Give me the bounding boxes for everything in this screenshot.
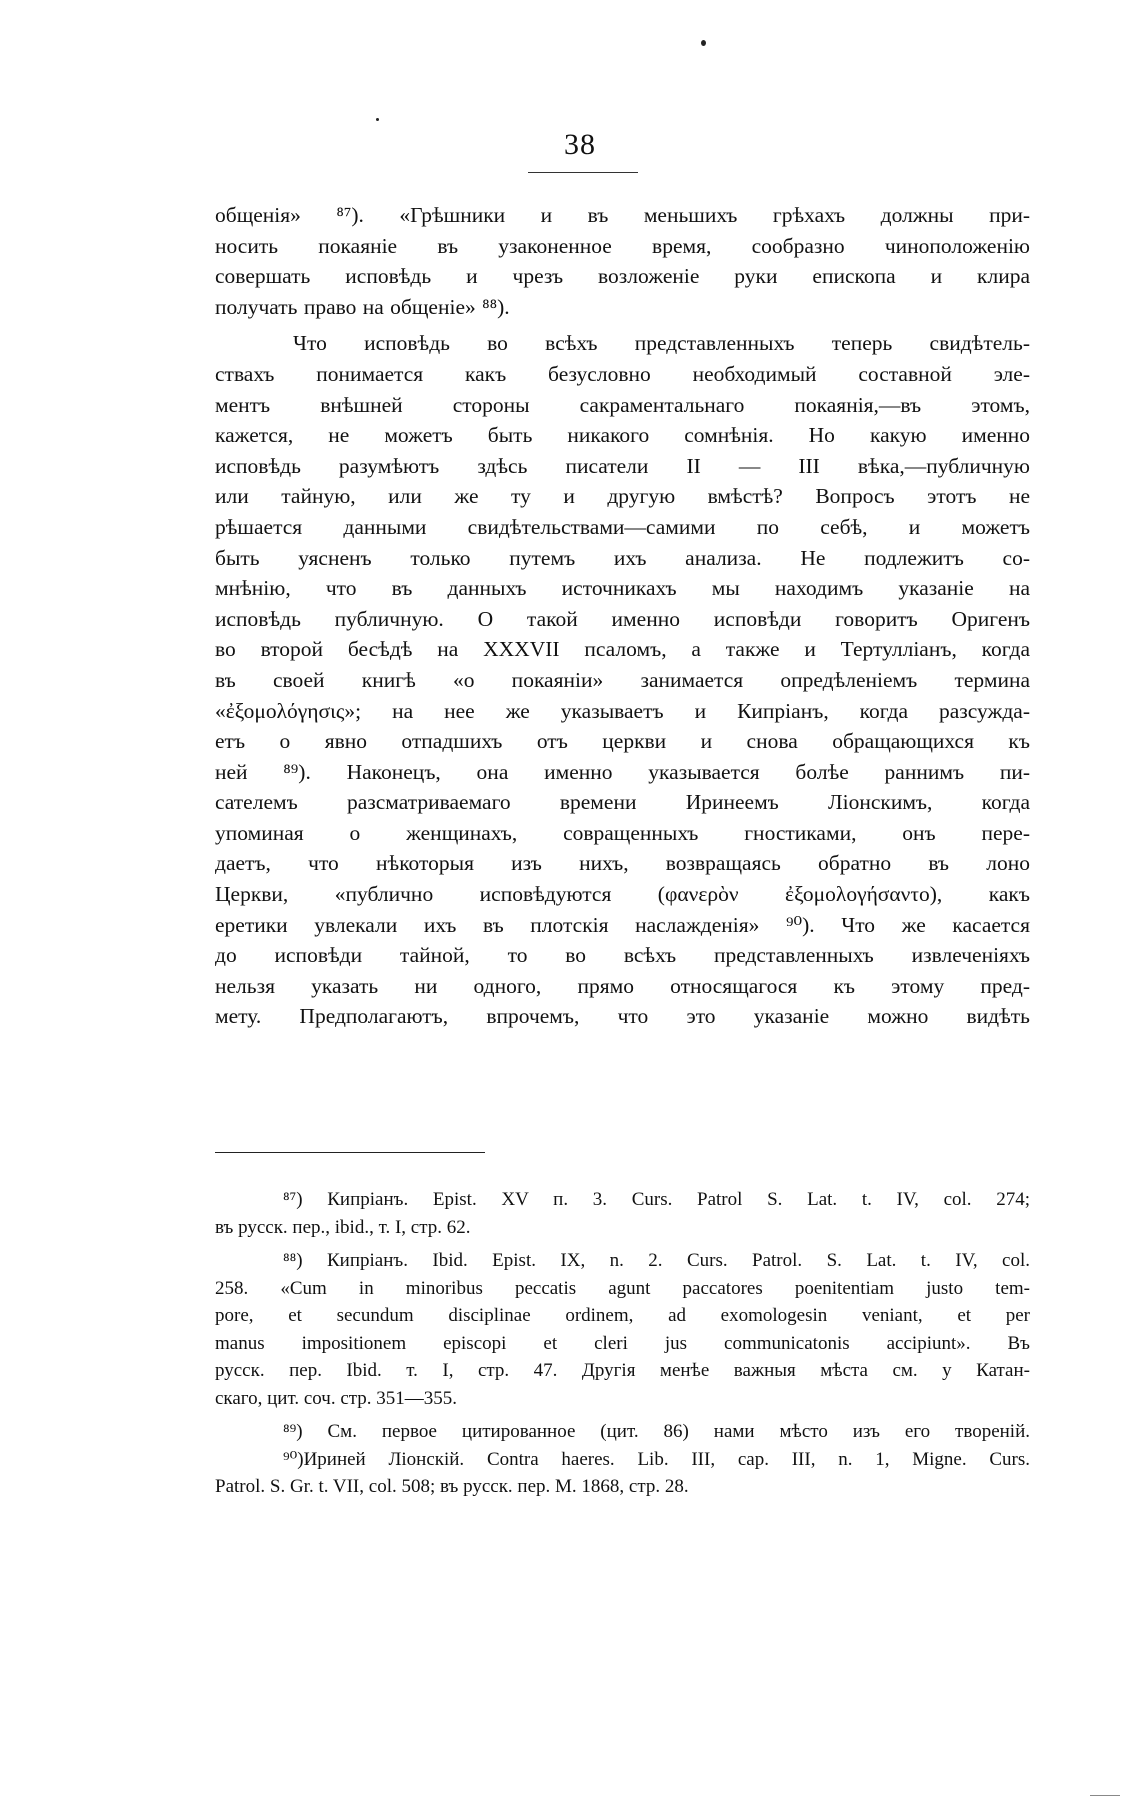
ink-speck: [701, 40, 706, 46]
text-line: нельзя указать ни одного, прямо относящагося къ этому пред-: [215, 973, 1030, 998]
text-line: получать право на общеніе» ⁸⁸).: [215, 294, 510, 319]
footnote-line: ⁸⁷) Кипріанъ. Epist. XV п. 3. Curs. Patrol S. Lat. t. IV, col. 274;: [283, 1189, 1030, 1210]
footnote-line: ⁸⁸) Кипріанъ. Ibid. Epist. IX, n. 2. Curs. Patrol. S. Lat. t. IV, col.: [283, 1250, 1030, 1271]
text-line: «ἐξομολόγησις»; на нее же указываетъ и Кипріанъ, когда разсужда-: [215, 698, 1030, 723]
text-line: ментъ внѣшней стороны сакраментальнаго покаянія,—въ этомъ,: [215, 392, 1030, 417]
footnote-line: pore, et secundum disciplinae ordinem, ad exomologesin veniant, et per: [215, 1305, 1030, 1326]
footnotes: [215, 1186, 1030, 1501]
text-line: носить покаяніе въ узаконенное время, сообразно чиноположенію: [215, 233, 1030, 258]
text-line: кажется, не можетъ быть никакого сомнѣнія. Но какую именно: [215, 423, 1030, 448]
main-text: [215, 200, 1030, 1032]
text-line: до исповѣди тайной, то во всѣхъ представленныхъ извлеченіяхъ: [215, 943, 1030, 968]
ink-speck: [376, 118, 379, 121]
text-line: мнѣнію, что въ данныхъ источникахъ мы находимъ указаніе на: [215, 576, 1030, 601]
text-line: даетъ, что нѣкоторыя изъ нихъ, возвращаясь обратно въ лоно: [215, 851, 1030, 876]
footnote-line: Patrol. S. Gr. t. VII, col. 508; въ русск. пер. М. 1868, стр. 28.: [215, 1476, 689, 1497]
footnote-line: ⁸⁹) См. первое цитированное (цит. 86) нами мѣсто изъ его твореній.: [283, 1421, 1030, 1442]
text-line: исповѣдь разумѣютъ здѣсь писатели II — III вѣка,—публичную: [215, 453, 1030, 478]
page-number: 38: [564, 128, 596, 161]
footnote-line: скаго, цит. соч. стр. 351—355.: [215, 1387, 458, 1409]
footnote-line: ⁹⁰)Ириней Ліонскій. Contra haeres. Lib. III, cap. III, n. 1, Migne. Curs.: [283, 1448, 1030, 1470]
text-line: упоминая о женщинахъ, совращенныхъ гностиками, онъ пере-: [215, 820, 1030, 845]
page-number-rule: [528, 172, 638, 173]
text-line: исповѣдь публичную. О такой именно исповѣди говоритъ Оригенъ: [215, 606, 1030, 631]
text-line: совершать исповѣдь и чрезъ возложеніе руки епископа и клира: [215, 264, 1030, 289]
text-line: ней ⁸⁹). Наконецъ, она именно указывается болѣе раннимъ пи-: [215, 759, 1030, 784]
text-line: етъ о явно отпадшихъ отъ церкви и снова обращающихся къ: [215, 729, 1030, 754]
footnote-line: 258. «Cum in minoribus peccatis agunt paccatores poenitentiam justo tem-: [215, 1277, 1030, 1299]
text-line: Церкви, «публично исповѣдуются (φανερὸν ἐξομολογήσαντο), какъ: [215, 882, 1030, 907]
text-line: Что исповѣдь во всѣхъ представленныхъ теперь свидѣтель-: [293, 331, 1030, 356]
footnote-rule: [215, 1152, 485, 1153]
footnote-line: manus impositionem episcopi et cleri jus communicatonis accipiunt». Въ: [215, 1332, 1030, 1354]
text-line: во второй бесѣдѣ на XXXVII псаломъ, а также и Тертулліанъ, когда: [215, 637, 1030, 662]
text-line: мету. Предполагаютъ, впрочемъ, что это указаніе можно видѣть: [215, 1004, 1030, 1029]
footnote-line: въ русск. пер., ibid., т. I, стр. 62.: [215, 1216, 471, 1238]
text-line: ствахъ понимается какъ безусловно необходимый составной эле-: [215, 361, 1030, 386]
text-line: общенія» ⁸⁷). «Грѣшники и въ меньшихъ грѣхахъ должны при-: [215, 203, 1030, 227]
footnote-line: русск. пер. Ibid. т. I, стр. 47. Другія менѣе важныя мѣста см. у Катан-: [215, 1360, 1030, 1381]
text-line: еретики увлекали ихъ въ плотскія наслажденія» ⁹⁰). Что же касается: [215, 912, 1030, 937]
text-line: или тайную, или же ту и другую вмѣстѣ? Вопросъ этотъ не: [215, 484, 1030, 509]
text-line: въ своей книгѣ «о покаяніи» занимается опредѣленіемъ термина: [215, 667, 1030, 692]
text-line: рѣшается данными свидѣтельствами—самими по себѣ, и можетъ: [215, 514, 1030, 539]
text-line: сателемъ разсматриваемаго времени Иринеемъ Ліонскимъ, когда: [215, 790, 1030, 815]
text-line: быть уясненъ только путемъ ихъ анализа. Не подлежитъ со-: [215, 545, 1030, 570]
scan-edge-mark: [1090, 1795, 1120, 1796]
